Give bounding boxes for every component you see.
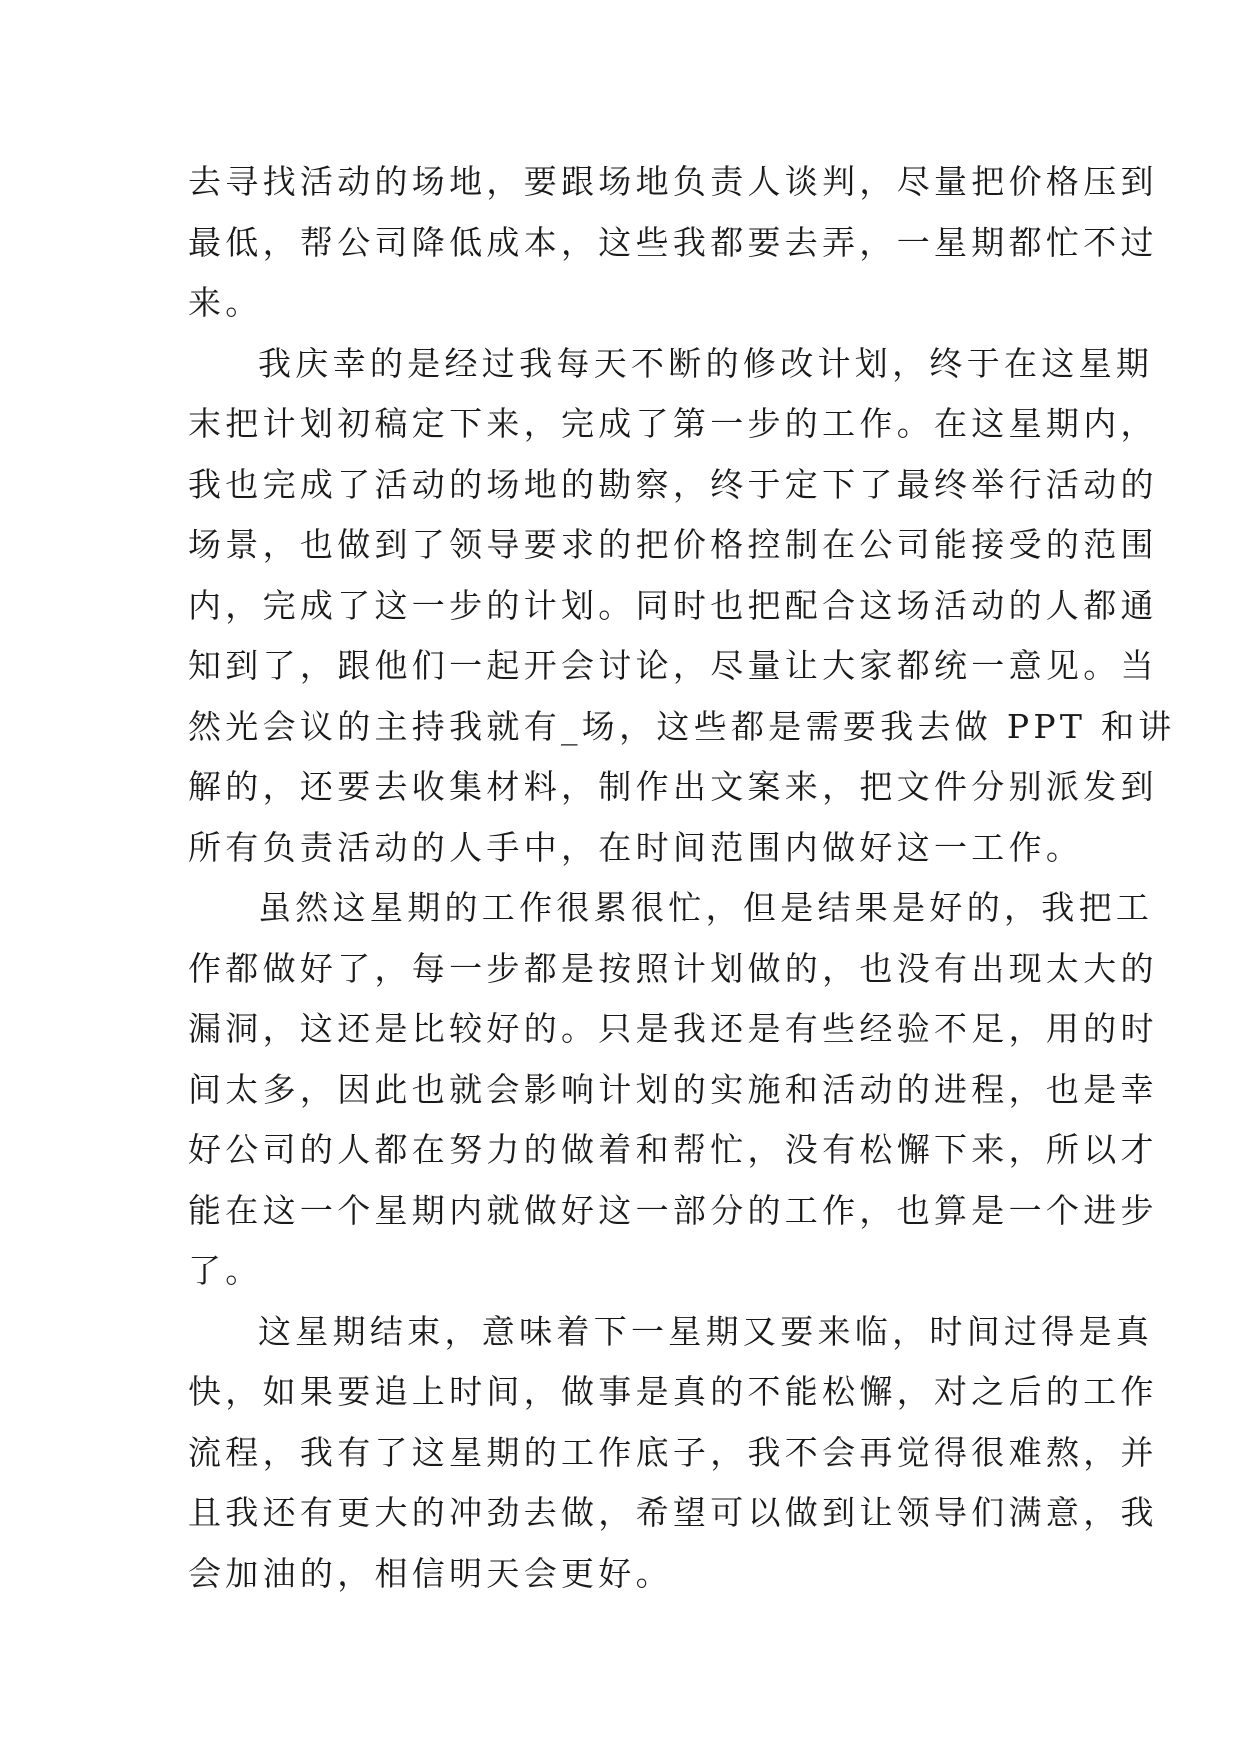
text-line: 流程，我有了这星期的工作底子，我不会再觉得很难熬，并 [188, 1432, 1158, 1472]
text-line: 所有负责活动的人手中，在时间范围内做好这一工作。 [188, 827, 1084, 867]
text-line: 且我还有更大的冲劲去做，希望可以做到让领导们满意，我 [188, 1493, 1158, 1532]
text-line: 来。 [188, 283, 263, 322]
text-line: 了。 [188, 1251, 263, 1290]
text-line: 去寻找活动的场地，要跟场地负责人谈判，尽量把价格压到 [188, 162, 1158, 201]
paragraph-4 [188, 1302, 1158, 1605]
text-line-indented: 这星期结束，意味着下一星期又要来临，时间过得是真 [258, 1311, 1154, 1351]
text-line: 会加油的，相信明天会更好。 [188, 1553, 673, 1593]
text-line: 知到了，跟他们一起开会讨论，尽量让大家都统一意见。当 [188, 646, 1158, 685]
text-line: 好公司的人都在努力的做着和帮忙，没有松懈下来，所以才 [188, 1130, 1158, 1169]
text-line: 快，如果要追上时间，做事是真的不能松懈，对之后的工作 [188, 1372, 1158, 1411]
paragraph-2 [188, 334, 1176, 879]
document-body [188, 152, 1176, 1604]
text-line: 间太多，因此也就会影响计划的实施和活动的进程，也是幸 [188, 1069, 1158, 1109]
text-line-indented: 我庆幸的是经过我每天不断的修改计划，终于在这星期 [258, 343, 1154, 383]
paragraph-1 [188, 152, 1158, 334]
text-line: 我也完成了活动的场地的勘察，终于定下了最终举行活动的 [188, 464, 1158, 504]
paragraph-3 [188, 878, 1158, 1302]
text-line: 漏洞，这还是比较好的。只是我还是有些经验不足，用的时 [188, 1009, 1158, 1048]
text-line: 然光会议的主持我就有_场，这些都是需要我去做 PPT 和讲 [188, 706, 1176, 746]
text-line: 内，完成了这一步的计划。同时也把配合这场活动的人都通 [188, 585, 1158, 625]
text-line: 解的，还要去收集材料，制作出文案来，把文件分别派发到 [188, 767, 1158, 806]
text-line: 最低，帮公司降低成本，这些我都要去弄，一星期都忙不过 [188, 222, 1158, 262]
text-line: 作都做好了，每一步都是按照计划做的，也没有出现太大的 [188, 948, 1158, 988]
text-line-indented: 虽然这星期的工作很累很忙，但是结果是好的，我把工 [258, 888, 1154, 927]
text-line: 场景，也做到了领导要求的把价格控制在公司能接受的范围 [188, 525, 1158, 564]
text-line: 能在这一个星期内就做好这一部分的工作，也算是一个进步 [188, 1190, 1158, 1230]
text-line: 末把计划初稿定下来，完成了第一步的工作。在这星期内， [188, 404, 1158, 443]
